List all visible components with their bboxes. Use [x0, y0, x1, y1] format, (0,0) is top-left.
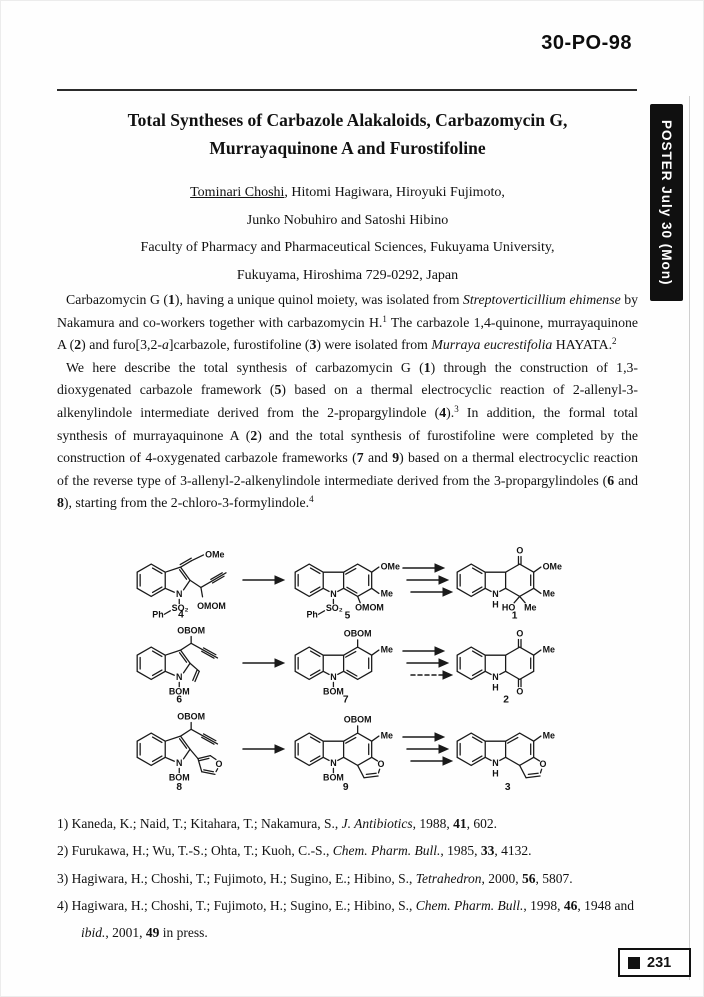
- group-label-Me: Me: [380, 730, 393, 741]
- abstract-paragraph-2: We here describe the total synthesis of carbazomycin G (1) through the construction of 1,3-dioxygenated carbazole framework (5) based on a thermal electrocyclic reaction of 2-allenyl-3-alkenylindole intermediate derived from the 2-propargylindole (4).$^3$ In addition, the formal total synthesis of murrayaquinone A (2) and the total synthesis of furostifoline were completed by the construction of 4-oxygenated carbazole frameworks (7 and 9) based on a thermal electrocyclic reaction of the reverse type of 3-allenyl-2-alkenylindole intermediate derived from the 3-propargylindoles (6 and 8), starting from the 2-chloro-3-formylindole.$^4$: [57, 359, 639, 511]
- structure-compound-9: [295, 714, 393, 793]
- group-label-OMOM: OMOM: [197, 601, 226, 612]
- compound-number: 6: [176, 694, 183, 706]
- structure-compound-8: [137, 712, 222, 794]
- authors-line1: [57, 179, 638, 207]
- group-label-OMe: OMe: [542, 561, 562, 572]
- paper-title-line2: Murrayaquinone A and Furostifoline: [209, 138, 486, 158]
- abstract-paragraph-1: Carbazomycin G (1), having a unique quinol moiety, was isolated from Streptoverticillium ehimense by Nakamura and co-workers together with carbazomycin H.$^1$ The carbazole 1,4-quinone, murrayaquinone A (2) and furo[3,2-a]carbazole, furostifoline (3) were isolated from Murraya eucrestifolia HAYATA.$^2$: [57, 292, 638, 353]
- reference-item-4: 4) Hagiwara, H.; Choshi, T.; Fujimoto, H.; Sugino, E.; Hibino, S., Chem. Pharm. Bull., 1998, 46, 1948 and ibid., 2001, 49 in press.: [57, 897, 635, 941]
- single-step-arrow: [243, 576, 284, 584]
- compound-number: 8: [176, 782, 183, 794]
- structure-compound-3: [457, 731, 555, 793]
- compound-number: 7: [342, 694, 349, 706]
- group-label-HO2: HO: [501, 602, 516, 613]
- paper-title: [57, 106, 638, 162]
- poster-day-tab: [650, 104, 683, 301]
- structure-compound-7: [295, 628, 393, 705]
- group-label-Me: Me: [380, 588, 393, 599]
- affiliation-line2: Fukuyama, Hiroshima 729-0292, Japan: [236, 267, 459, 283]
- atom-label-O: O: [215, 758, 223, 769]
- authors-line1-rest: , Hitomi Hagiwara, Hiroyuki Fujimoto,: [284, 185, 505, 200]
- reaction-scheme-row-1: [85, 542, 625, 637]
- reaction-scheme-row-3: [85, 707, 625, 809]
- header-divider-rule: [57, 89, 637, 91]
- reaction-scheme-row-2: [85, 625, 625, 720]
- poster-day-tab-label: POSTER July 30 (Mon): [659, 119, 674, 286]
- atom-label-O: O: [516, 686, 524, 697]
- group-label-Me: Me: [542, 644, 555, 655]
- authors-block: [57, 179, 638, 289]
- compound-number: 3: [504, 782, 511, 794]
- single-step-arrow: [243, 745, 284, 753]
- structure-compound-6: [137, 626, 217, 706]
- group-label-Me: Me: [542, 588, 555, 599]
- black-square-icon: [628, 957, 640, 969]
- multi-step-arrows: [403, 564, 452, 596]
- single-step-arrow: [243, 659, 284, 667]
- group-label-OMe: OMe: [380, 561, 400, 572]
- group-label-OMOM: OMOM: [355, 602, 384, 613]
- compound-number: 9: [342, 782, 349, 794]
- compound-number: 1: [511, 610, 518, 622]
- authors-line2: Junko Nobuhiro and Satoshi Hibino: [246, 212, 449, 228]
- abstract-body: [57, 289, 638, 515]
- reference-item-1: 1) Kaneda, K.; Naid, T.; Kitahara, T.; Nakamura, S., J. Antibiotics, 1988, 41, 602.: [57, 816, 498, 831]
- page-number-box: [618, 948, 691, 977]
- presenting-author: Tominari Choshi: [190, 185, 285, 200]
- compound-number: 5: [344, 610, 351, 622]
- page-number: 231: [647, 954, 672, 971]
- group-label-Me: Me: [542, 730, 555, 741]
- session-code: 30-PO-98: [541, 32, 632, 54]
- multi-step-arrows-with-formal: [403, 647, 452, 679]
- group-label-Me: Me: [380, 644, 393, 655]
- compound-number: 4: [178, 609, 184, 621]
- reference-item-3: 3) Hagiwara, H.; Choshi, T.; Fujimoto, H.; Sugino, E.; Hibino, S., Tetrahedron, 2000, 56, 5807.: [57, 870, 573, 886]
- affiliation-line1: Faculty of Pharmacy and Pharmaceutical Sciences, Fukuyama University,: [140, 240, 555, 255]
- structure-compound-1: [457, 545, 562, 621]
- multi-step-arrows: [403, 733, 452, 765]
- paper-title-line1: Total Syntheses of Carbazole Alakaloids, Carbazomycin G,: [127, 110, 568, 130]
- reference-list: [57, 810, 647, 946]
- structure-compound-5: [295, 562, 400, 622]
- compound-number: 2: [503, 694, 509, 706]
- structure-compound-2: [457, 628, 555, 705]
- scan-edge-line: [689, 96, 690, 980]
- structure-compound-4: [137, 550, 226, 621]
- reference-item-2: 2) Furukawa, H.; Wu, T.-S.; Ohta, T.; Kuoh, C.-S., Chem. Pharm. Bull., 1985, 33, 4132.: [57, 843, 532, 859]
- group-label-OMe: OMe: [205, 549, 225, 560]
- group-label-Me: Me: [524, 602, 537, 613]
